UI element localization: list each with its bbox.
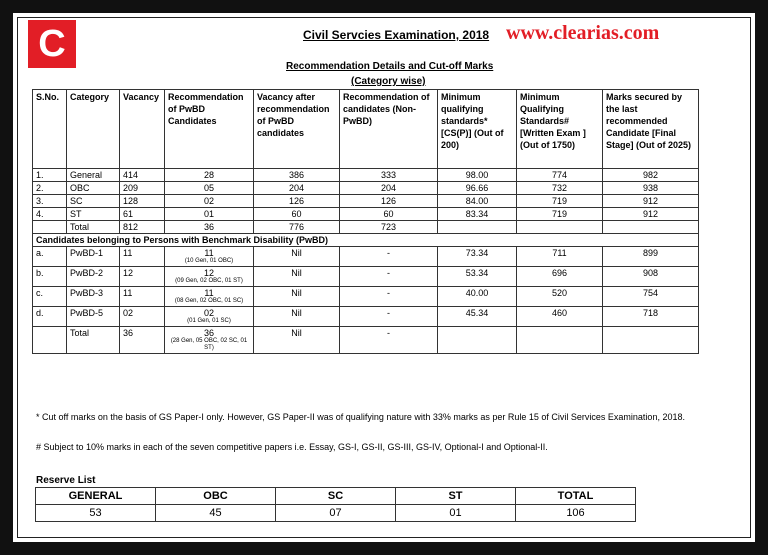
- cell-sno: [33, 327, 67, 354]
- pwbd-row: [33, 327, 699, 354]
- cell-sno: d.: [33, 307, 67, 327]
- cell-category: PwBD-1: [67, 247, 120, 267]
- cell-vacancy: 209: [120, 182, 165, 195]
- cell-prelim: [438, 221, 517, 234]
- cell-sno: 1.: [33, 169, 67, 182]
- col-header: Marks secured by the last recommended Candidate [Final Stage] (Out of 2025): [603, 90, 699, 169]
- pwbd-count: 12: [203, 268, 214, 278]
- pwbd-section-title: Candidates belonging to Persons with Benchmark Disability (PwBD): [33, 234, 699, 247]
- cell-prelim: 98.00: [438, 169, 517, 182]
- clearias-logo: C: [28, 20, 76, 68]
- cell-prelim: 40.00: [438, 287, 517, 307]
- reserve-value: 106: [516, 505, 636, 522]
- cell-prelim: 84.00: [438, 195, 517, 208]
- cell-category: PwBD-3: [67, 287, 120, 307]
- cell-after: Nil: [254, 247, 340, 267]
- cell-written: 711: [517, 247, 603, 267]
- cell-category: General: [67, 169, 120, 182]
- reserve-value: 01: [396, 505, 516, 522]
- reserve-header: SC: [276, 488, 396, 505]
- cell-pwbd: 05: [165, 182, 254, 195]
- reserve-header: OBC: [156, 488, 276, 505]
- table-row: [33, 169, 699, 182]
- cell-prelim: [438, 327, 517, 354]
- cell-written: 732: [517, 182, 603, 195]
- cell-final: 908: [603, 267, 699, 287]
- cell-nonpwbd: -: [340, 247, 438, 267]
- cell-written: 520: [517, 287, 603, 307]
- cell-nonpwbd: -: [340, 287, 438, 307]
- cell-prelim: 53.34: [438, 267, 517, 287]
- col-header: Minimum qualifying standards* [CS(P)] (Out of 200): [438, 90, 517, 169]
- cell-written: [517, 221, 603, 234]
- pwbd-row: [33, 247, 699, 267]
- cell-final: 912: [603, 195, 699, 208]
- cell-category: SC: [67, 195, 120, 208]
- cell-pwbd: 01: [165, 208, 254, 221]
- cell-prelim: 96.66: [438, 182, 517, 195]
- cell-written: 774: [517, 169, 603, 182]
- cell-pwbd: [165, 247, 254, 267]
- cell-category: Total: [67, 327, 120, 354]
- table-title: Recommendation Details and Cut-off Marks: [286, 61, 494, 72]
- cell-sno: [33, 221, 67, 234]
- cutoff-table: [32, 89, 699, 354]
- pwbd-row: [33, 267, 699, 287]
- cell-nonpwbd: 723: [340, 221, 438, 234]
- pwbd-breakup: (01 Gen, 01 SC): [187, 318, 231, 324]
- cell-after: 386: [254, 169, 340, 182]
- col-header: Recommendation of candidates (Non-PwBD): [340, 90, 438, 169]
- cell-category: PwBD-5: [67, 307, 120, 327]
- cell-written: 719: [517, 208, 603, 221]
- cell-after: 60: [254, 208, 340, 221]
- cell-final: 982: [603, 169, 699, 182]
- cell-written: 719: [517, 195, 603, 208]
- site-url: www.clearias.com: [506, 22, 660, 44]
- cell-after: Nil: [254, 287, 340, 307]
- cell-pwbd: 36: [165, 221, 254, 234]
- reserve-value: 53: [36, 505, 156, 522]
- table-row: [33, 182, 699, 195]
- cell-after: Nil: [254, 267, 340, 287]
- col-header: Recommendation of PwBD Candidates: [165, 90, 254, 169]
- cell-sno: b.: [33, 267, 67, 287]
- reserve-value-row: [36, 505, 636, 522]
- cell-vacancy: 12: [120, 267, 165, 287]
- cell-category: PwBD-2: [67, 267, 120, 287]
- cell-vacancy: 11: [120, 287, 165, 307]
- cell-vacancy: 36: [120, 327, 165, 354]
- col-header: Vacancy after recommendation of PwBD candidates: [254, 90, 340, 169]
- header-row: [33, 90, 699, 169]
- reserve-header: ST: [396, 488, 516, 505]
- pwbd-breakup: (28 Gen, 05 OBC, 02 SC, 01 ST): [170, 338, 248, 351]
- cell-written: [517, 327, 603, 354]
- table-row: [33, 208, 699, 221]
- cell-final: 899: [603, 247, 699, 267]
- cell-pwbd: [165, 307, 254, 327]
- cell-vacancy: 61: [120, 208, 165, 221]
- pwbd-count: 11: [204, 288, 214, 298]
- pwbd-breakup: (08 Gen, 02 OBC, 01 SC): [174, 298, 244, 304]
- cell-sno: 2.: [33, 182, 67, 195]
- cell-prelim: 73.34: [438, 247, 517, 267]
- cell-final: 754: [603, 287, 699, 307]
- col-header: Vacancy: [120, 90, 165, 169]
- pwbd-count: 36: [203, 328, 214, 338]
- reserve-header: GENERAL: [36, 488, 156, 505]
- cell-after: 204: [254, 182, 340, 195]
- cell-nonpwbd: 126: [340, 195, 438, 208]
- table-subtitle: (Category wise): [351, 76, 426, 87]
- col-header: Minimum Qualifying Standards# [Written Exam ] (Out of 1750): [517, 90, 603, 169]
- cell-after: 776: [254, 221, 340, 234]
- cell-vacancy: 11: [120, 247, 165, 267]
- cell-pwbd: [165, 327, 254, 354]
- cell-nonpwbd: 60: [340, 208, 438, 221]
- pwbd-count: 02: [203, 308, 214, 318]
- cell-vacancy: 812: [120, 221, 165, 234]
- cell-nonpwbd: -: [340, 307, 438, 327]
- pwbd-breakup: (10 Gen, 01 OBC): [184, 258, 234, 264]
- col-header: Category: [67, 90, 120, 169]
- reserve-value: 07: [276, 505, 396, 522]
- reserve-value: 45: [156, 505, 276, 522]
- cell-nonpwbd: -: [340, 327, 438, 354]
- cell-nonpwbd: 204: [340, 182, 438, 195]
- cell-nonpwbd: 333: [340, 169, 438, 182]
- cell-final: 938: [603, 182, 699, 195]
- cell-pwbd: [165, 267, 254, 287]
- cell-sno: 3.: [33, 195, 67, 208]
- cell-nonpwbd: -: [340, 267, 438, 287]
- cell-prelim: 45.34: [438, 307, 517, 327]
- cell-after: Nil: [254, 307, 340, 327]
- col-header: S.No.: [33, 90, 67, 169]
- cell-final: 912: [603, 208, 699, 221]
- cell-pwbd: 28: [165, 169, 254, 182]
- cell-written: 696: [517, 267, 603, 287]
- reserve-header-row: [36, 488, 636, 505]
- cell-vacancy: 02: [120, 307, 165, 327]
- cell-after: Nil: [254, 327, 340, 354]
- cell-vacancy: 414: [120, 169, 165, 182]
- cell-pwbd: [165, 287, 254, 307]
- cell-vacancy: 128: [120, 195, 165, 208]
- cell-sno: 4.: [33, 208, 67, 221]
- pwbd-section-row: [33, 234, 699, 247]
- cell-prelim: 83.34: [438, 208, 517, 221]
- reserve-header: TOTAL: [516, 488, 636, 505]
- footnote-hash: # Subject to 10% marks in each of the seven competitive papers i.e. Essay, GS-I, GS-II, GS-III, GS-IV, Optional-I and Optional-II.: [36, 442, 548, 452]
- cell-written: 460: [517, 307, 603, 327]
- reserve-list-label: Reserve List: [36, 475, 96, 486]
- cell-sno: c.: [33, 287, 67, 307]
- cell-after: 126: [254, 195, 340, 208]
- pwbd-breakup: (09 Gen, 02 OBC, 01 ST): [175, 278, 243, 284]
- cell-final: [603, 221, 699, 234]
- cell-category: Total: [67, 221, 120, 234]
- table-row: [33, 221, 699, 234]
- pwbd-row: [33, 307, 699, 327]
- cell-final: [603, 327, 699, 354]
- pwbd-count: 11: [204, 248, 214, 258]
- footnote-star: * Cut off marks on the basis of GS Paper-I only. However, GS Paper-II was of qualifying nature with 33% marks as per Rule 15 of Civil Services Examination, 2018.: [36, 412, 685, 422]
- cell-category: OBC: [67, 182, 120, 195]
- pwbd-row: [33, 287, 699, 307]
- reserve-table: [35, 487, 636, 522]
- cell-sno: a.: [33, 247, 67, 267]
- exam-title: Civil Servcies Examination, 2018: [303, 28, 490, 42]
- cell-final: 718: [603, 307, 699, 327]
- cell-pwbd: 02: [165, 195, 254, 208]
- cell-category: ST: [67, 208, 120, 221]
- table-row: [33, 195, 699, 208]
